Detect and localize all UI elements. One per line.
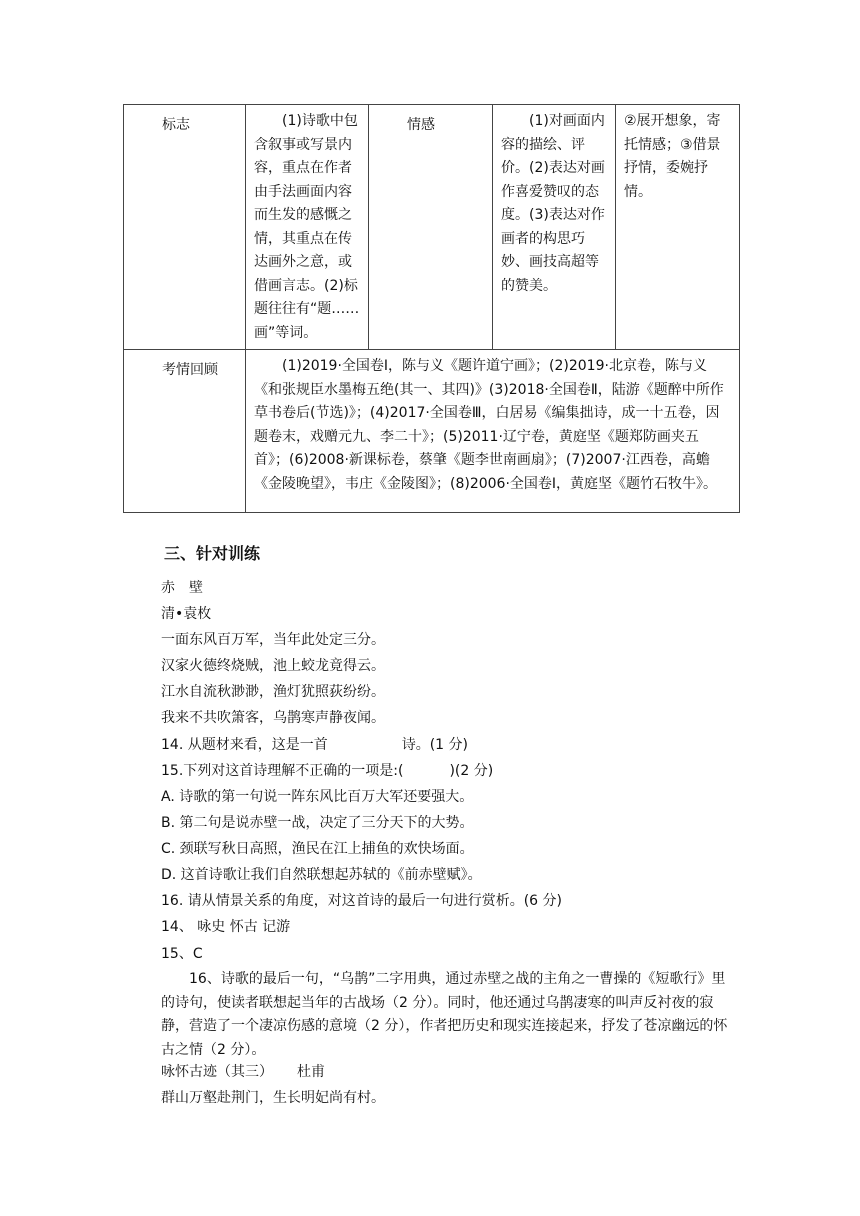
- poem-line: 汉家火德终烧贼，池上蛟龙竟得云。: [161, 658, 385, 674]
- option-a: A. 诗歌的第一句说一阵东风比百万大军还要强大。: [161, 789, 474, 805]
- poem-author: 清•袁枚: [161, 606, 212, 622]
- row-label-biaozhi: 标志: [162, 117, 190, 133]
- table-cell: [369, 105, 493, 350]
- table-cell: [124, 350, 246, 513]
- table-cell: [124, 105, 246, 350]
- question-15-score: )(2 分): [449, 763, 494, 779]
- table-cell: [246, 105, 369, 350]
- answer-14: 14、 咏史 怀古 记游: [161, 919, 291, 935]
- option-b: B. 第二句是说赤壁一战，决定了三分天下的大势。: [161, 815, 474, 831]
- poem2-author: 杜甫: [297, 1064, 325, 1080]
- qinggan-description: (1)对画面内容的描绘、评价。(2)表达对画作喜爱赞叹的态度。(3)表达对作画者的构思巧妙、画技高超等的赞美。: [501, 113, 605, 294]
- question-14: [161, 734, 468, 754]
- exam-info-table: [123, 104, 740, 513]
- poem2-title: 咏怀古迹（其三）: [161, 1064, 273, 1080]
- option-d: D. 这首诗歌让我们自然联想起苏轼的《前赤壁赋》。: [161, 867, 482, 883]
- question-14-score: 诗。(1 分): [401, 737, 468, 753]
- biaozhi-description: (1)诗歌中包含叙事或写景内容，重点在作者由手法画面内容而生发的感慨之情，其重点在传达画外之意，或借画言志。(2)标题往往有“题……画”等词。: [254, 113, 360, 341]
- row-label-kaoqing: 考情回顾: [162, 362, 218, 378]
- row-label-qinggan: 情感: [407, 117, 435, 133]
- poem-line: 一面东风百万军，当年此处定三分。: [161, 632, 385, 648]
- table-row: [124, 350, 740, 513]
- table-cell: [616, 105, 740, 350]
- table-cell: [246, 350, 740, 513]
- poem2-heading: [161, 1061, 325, 1081]
- question-15: [161, 760, 493, 780]
- option-c: C. 颈联写秋日高照，渔民在江上捕鱼的欢快场面。: [161, 841, 474, 857]
- question-16: 16. 请从情景关系的角度，对这首诗的最后一句进行赏析。(6 分): [161, 893, 562, 909]
- kaoqing-description: (1)2019·全国卷Ⅰ，陈与义《题许道宁画》；(2)2019·北京卷，陈与义《和张规臣水墨梅五绝(其一、其四)》(3)2018·全国卷Ⅱ，陆游《题醉中所作草书卷后(节选)》；(4)2017·全国卷Ⅲ，白居易《编集拙诗，成一十五卷，因题卷末，戏赠元九、李二十》；(5)2011·辽宁卷，黄庭坚《题郑防画夹五首》；(6)2008·新课标卷，蔡肇《题李世南画扇》；(7)2007·江西卷，高蟾《金陵晚望》，韦庄《金陵图》；(8)2006·全国卷Ⅰ，黄庭坚《题竹石牧牛》。: [254, 358, 724, 492]
- poem-line: 江水自流秋渺渺，渔灯犹照荻纷纷。: [161, 684, 385, 700]
- technique-description: ②展开想象，寄托情感；③借景抒情，委婉抒情。: [624, 113, 721, 200]
- section-heading: 三、针对训练: [164, 544, 261, 563]
- poem-title: 赤 壁: [161, 580, 203, 596]
- question-14-stem: 14. 从题材来看，这是一首: [161, 737, 328, 753]
- poem2-line: 群山万壑赴荆门，生长明妃尚有村。: [161, 1090, 385, 1106]
- table-cell: [493, 105, 616, 350]
- table-row: [124, 105, 740, 350]
- answer-15: 15、C: [161, 946, 203, 962]
- answer-16: 16、诗歌的最后一句，“乌鹊”二字用典，通过赤壁之战的主角之一曹操的《短歌行》里的诗句，使读者联想起当年的古战场（2 分）。同时，他还通过乌鹊凄寒的叫声反衬夜的寂静，营造了一个凄凉伤感的意境（2 分），作者把历史和现实连接起来，抒发了苍凉幽远的怀古之情（2 分）。: [161, 971, 728, 1058]
- question-15-stem: 15.下列对这首诗理解不正确的一项是:(: [161, 763, 404, 779]
- poem-line: 我来不共吹箫客，乌鹊寒声静夜闻。: [161, 710, 385, 726]
